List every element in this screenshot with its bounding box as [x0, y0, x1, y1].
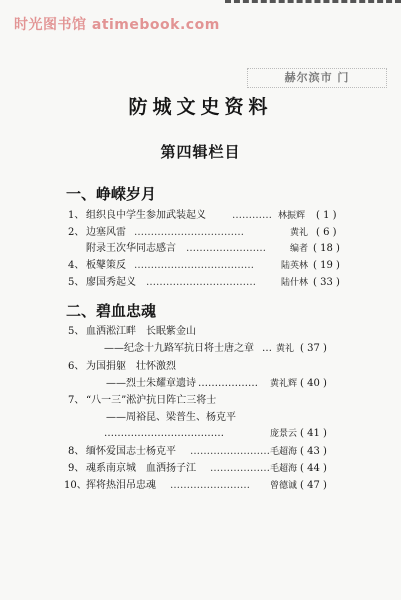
- entry-page: ( 6 ): [316, 227, 337, 238]
- top-dashed-rule: [225, 0, 401, 11]
- issue-title: 第四辑栏目: [160, 143, 241, 161]
- entry-page: ( 19 ): [313, 260, 340, 271]
- entry-page: ( 43 ): [300, 446, 327, 457]
- toc-entry-subtitle: [0, 376, 401, 392]
- entry-title: 板鼕策反: [86, 260, 126, 271]
- entry-number: 4、: [68, 260, 85, 271]
- entry-author: 编者: [290, 244, 309, 254]
- toc-entry[interactable]: [0, 478, 401, 494]
- entry-page: ( 40 ): [300, 378, 327, 389]
- entry-number: 1、: [68, 210, 85, 221]
- entry-title: 为国捐躯 壮怀激烈: [86, 361, 176, 372]
- toc-entry-subtitle: [0, 426, 401, 442]
- entry-page: ( 47 ): [300, 480, 327, 491]
- toc-entry[interactable]: [0, 461, 401, 477]
- entry-leader: ………………: [210, 463, 270, 474]
- toc-entry-subtitle: [0, 341, 401, 357]
- entry-number: 5、: [68, 277, 85, 288]
- library-stamp: 赫尔滨市 门: [247, 68, 387, 88]
- entry-leader: …………: [232, 210, 272, 221]
- entry-title: 组织良中学生参加武装起义: [86, 210, 206, 221]
- entry-author: 毛超海: [270, 464, 298, 474]
- toc-entry[interactable]: [0, 208, 401, 224]
- entry-subtitle: ——烈士朱耀章遗诗: [106, 378, 196, 389]
- toc-entry[interactable]: [0, 241, 401, 257]
- entry-title: 附录王次华同志感言: [86, 243, 176, 254]
- entry-leader: ……………………………: [146, 277, 256, 288]
- entry-title: “八一三”淞沪抗日阵亡三将士: [86, 395, 217, 406]
- toc-entry[interactable]: [0, 258, 401, 274]
- entry-page: ( 41 ): [300, 428, 327, 439]
- entry-title: 血洒淞江畔 长眠紫金山: [86, 326, 196, 337]
- entry-page: ( 37 ): [300, 343, 327, 354]
- entry-author: 毛超海: [270, 447, 298, 457]
- watermark: 时光图书馆 atimebook.com: [14, 17, 220, 33]
- entry-title: 边塞风雷: [86, 227, 126, 238]
- entry-title: 缅怀爱国志士杨克平: [86, 446, 176, 457]
- entry-author: 曾德诚: [270, 481, 298, 491]
- entry-leader: …: [262, 343, 272, 354]
- entry-title: 廖国秀起义: [86, 277, 136, 288]
- toc-entry[interactable]: [0, 359, 401, 375]
- entry-author: 庞景云: [270, 429, 298, 439]
- entry-number: 2、: [68, 227, 85, 238]
- entry-author: 陆英林: [281, 261, 309, 271]
- toc-entry[interactable]: [0, 393, 401, 409]
- entry-subtitle: ——纪念十九路军抗日将士唐之章: [104, 343, 254, 354]
- section-heading-2: 二、碧血忠魂: [66, 302, 157, 320]
- entry-number: 5、: [68, 326, 85, 337]
- entry-author: 陆什林: [281, 278, 309, 288]
- entry-number: 9、: [68, 463, 85, 474]
- toc-entry[interactable]: [0, 225, 401, 241]
- entry-title: 挥将热泪吊忠魂: [86, 480, 156, 491]
- entry-leader: ………………: [198, 378, 258, 389]
- entry-author: 黄礼辉: [270, 379, 298, 389]
- toc-entry[interactable]: [0, 275, 401, 291]
- entry-page: ( 18 ): [313, 243, 340, 254]
- entry-title: 魂系南京城 血洒扬子江: [86, 463, 196, 474]
- toc-entry[interactable]: [0, 444, 401, 460]
- entry-leader: ……………………: [186, 243, 266, 254]
- entry-page: ( 33 ): [313, 277, 340, 288]
- entry-leader: ……………………: [190, 446, 270, 457]
- entry-number: 10、: [64, 480, 87, 491]
- entry-author: 黄礼: [276, 344, 295, 354]
- entry-author: 黄礼: [290, 228, 309, 238]
- toc-entry[interactable]: [0, 324, 401, 340]
- entry-number: 8、: [68, 446, 85, 457]
- entry-leader: ………………………………: [104, 428, 224, 439]
- entry-leader: ………………………………: [134, 260, 254, 271]
- book-title: 防城文史资料: [128, 96, 273, 118]
- entry-page: ( 44 ): [300, 463, 327, 474]
- entry-author: 林振辉: [278, 211, 306, 221]
- entry-subtitle: ——周裕昆、梁普生、杨克平: [106, 412, 236, 423]
- entry-leader: ……………………………: [134, 227, 244, 238]
- entry-number: 7、: [68, 395, 85, 406]
- section-heading-1: 一、峥嵘岁月: [66, 185, 157, 203]
- entry-number: 6、: [68, 361, 85, 372]
- entry-page: ( 1 ): [316, 210, 337, 221]
- entry-leader: ……………………: [170, 480, 250, 491]
- toc-entry-subtitle: [0, 410, 401, 426]
